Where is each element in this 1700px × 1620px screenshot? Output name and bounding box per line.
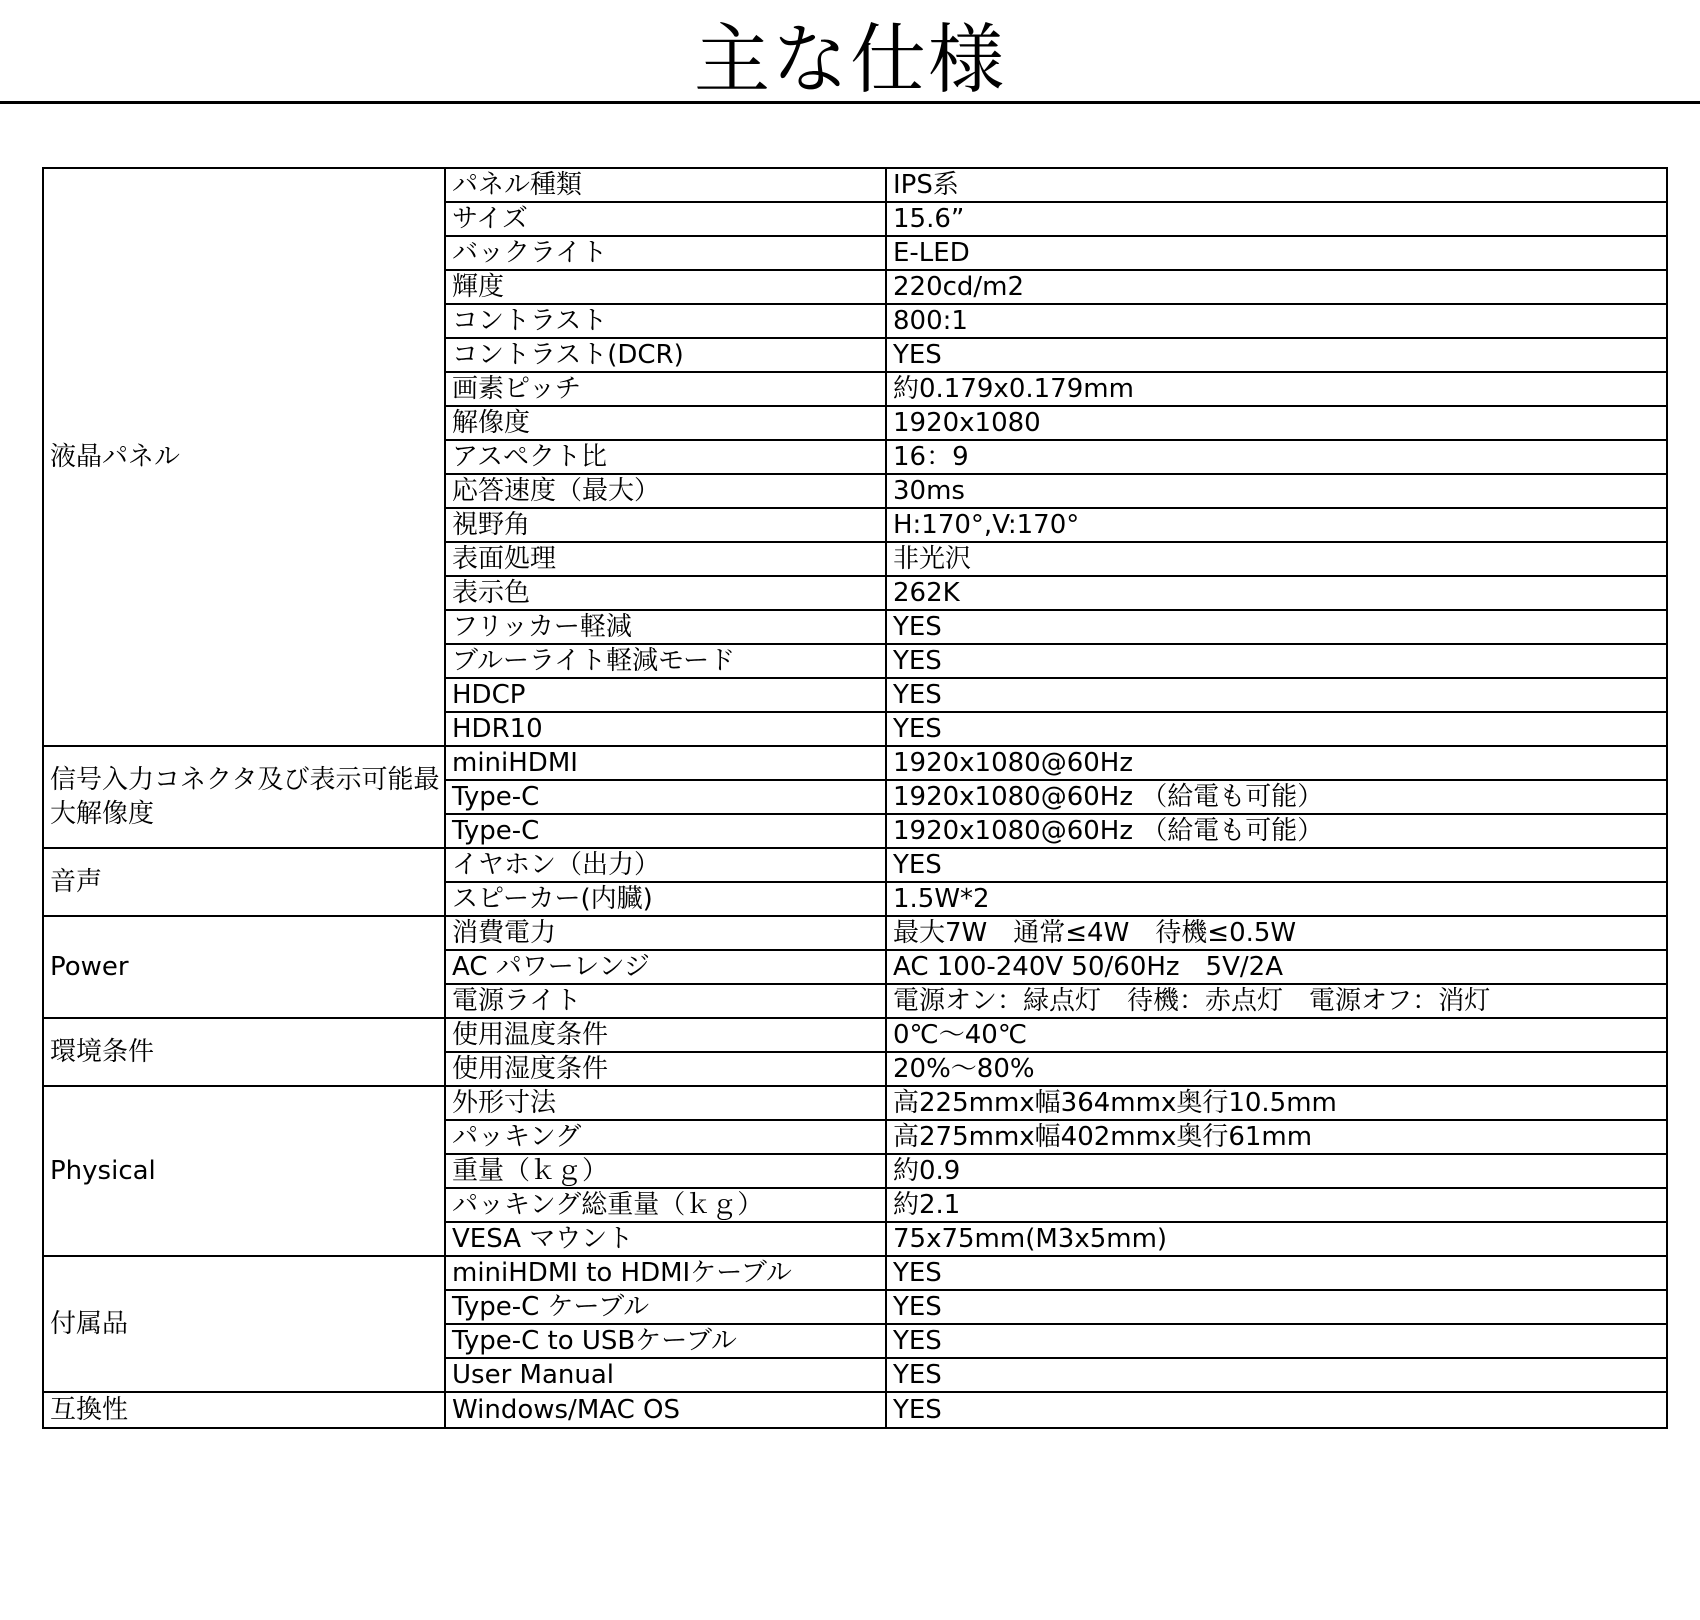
spec-label: 使用温度条件 — [445, 1018, 886, 1052]
category-cell: 互換性 — [43, 1392, 445, 1428]
spec-label: Type-C — [445, 780, 886, 814]
spec-label: パネル種類 — [445, 168, 886, 202]
spec-value: 1920x1080@60Hz （給電も可能） — [886, 780, 1667, 814]
spec-value: 1.5W*2 — [886, 882, 1667, 916]
spec-value: 1920x1080 — [886, 406, 1667, 440]
spec-value: YES — [886, 1256, 1667, 1290]
spec-label: 画素ピッチ — [445, 372, 886, 406]
spec-label: ブルーライト軽減モード — [445, 644, 886, 678]
spec-label: miniHDMI to HDMIケーブル — [445, 1256, 886, 1290]
category-cell: Physical — [43, 1086, 445, 1256]
spec-value: 電源オン：緑点灯 待機：赤点灯 電源オフ：消灯 — [886, 984, 1667, 1018]
spec-label: Type-C to USBケーブル — [445, 1324, 886, 1358]
spec-value: 高225mmx幅364mmx奥行10.5mm — [886, 1086, 1667, 1120]
spec-value: 800:1 — [886, 304, 1667, 338]
page-title: 主な仕様 — [694, 15, 1006, 104]
spec-label: コントラスト — [445, 304, 886, 338]
spec-label: 解像度 — [445, 406, 886, 440]
spec-label: 電源ライト — [445, 984, 886, 1018]
spec-label: HDCP — [445, 678, 886, 712]
spec-value: YES — [886, 1392, 1667, 1428]
spec-value: H:170°,V:170° — [886, 508, 1667, 542]
spec-value: E-LED — [886, 236, 1667, 270]
spec-label: AC パワーレンジ — [445, 950, 886, 984]
category-cell: 環境条件 — [43, 1018, 445, 1086]
title-divider — [0, 101, 1700, 104]
spec-label: 使用湿度条件 — [445, 1052, 886, 1086]
spec-label: Windows/MAC OS — [445, 1392, 886, 1428]
spec-value: 75x75mm(M3x5mm) — [886, 1222, 1667, 1256]
table-row — [43, 1018, 1667, 1052]
spec-label: サイズ — [445, 202, 886, 236]
spec-label: 輝度 — [445, 270, 886, 304]
spec-label: Type-C ケーブル — [445, 1290, 886, 1324]
spec-value: 約0.179x0.179mm — [886, 372, 1667, 406]
spec-label: User Manual — [445, 1358, 886, 1392]
spec-value: 1920x1080@60Hz — [886, 746, 1667, 780]
spec-value: YES — [886, 1290, 1667, 1324]
spec-label: バックライト — [445, 236, 886, 270]
spec-value: YES — [886, 1358, 1667, 1392]
table-row — [43, 168, 1667, 202]
table-row — [43, 1392, 1667, 1428]
spec-label: 視野角 — [445, 508, 886, 542]
spec-label: 応答速度（最大） — [445, 474, 886, 508]
table-row — [43, 848, 1667, 882]
category-cell: 音声 — [43, 848, 445, 916]
table-row — [43, 1256, 1667, 1290]
spec-value: 15.6” — [886, 202, 1667, 236]
spec-label: コントラスト(DCR) — [445, 338, 886, 372]
spec-value: 約2.1 — [886, 1188, 1667, 1222]
spec-label: パッキング — [445, 1120, 886, 1154]
spec-value: YES — [886, 610, 1667, 644]
spec-label: スピーカー(内臓) — [445, 882, 886, 916]
spec-value: 220cd/m2 — [886, 270, 1667, 304]
spec-value: 非光沢 — [886, 542, 1667, 576]
category-cell: Power — [43, 916, 445, 1018]
spec-label: 消費電力 — [445, 916, 886, 950]
spec-label: パッキング総重量（ｋｇ） — [445, 1188, 886, 1222]
spec-label: 外形寸法 — [445, 1086, 886, 1120]
spec-value: 20%～80% — [886, 1052, 1667, 1086]
spec-value: AC 100-240V 50/60Hz 5V/2A — [886, 950, 1667, 984]
spec-value: YES — [886, 712, 1667, 746]
spec-value: YES — [886, 644, 1667, 678]
spec-label: HDR10 — [445, 712, 886, 746]
spec-table-body — [43, 168, 1667, 1428]
spec-label: フリッカー軽減 — [445, 610, 886, 644]
table-row — [43, 746, 1667, 780]
spec-value: YES — [886, 1324, 1667, 1358]
spec-value: 30ms — [886, 474, 1667, 508]
spec-label: 表示色 — [445, 576, 886, 610]
spec-label: VESA マウント — [445, 1222, 886, 1256]
spec-value: 0℃～40℃ — [886, 1018, 1667, 1052]
spec-label: アスペクト比 — [445, 440, 886, 474]
category-cell: 付属品 — [43, 1256, 445, 1392]
spec-label: miniHDMI — [445, 746, 886, 780]
spec-label: 表面処理 — [445, 542, 886, 576]
spec-value: YES — [886, 678, 1667, 712]
spec-value: 最大7W 通常≤4W 待機≤0.5W — [886, 916, 1667, 950]
spec-value: IPS系 — [886, 168, 1667, 202]
spec-label: 重量（ｋｇ） — [445, 1154, 886, 1188]
spec-table — [42, 167, 1668, 1429]
category-cell: 液晶パネル — [43, 168, 445, 746]
spec-value: 1920x1080@60Hz （給電も可能） — [886, 814, 1667, 848]
table-row — [43, 916, 1667, 950]
spec-value: YES — [886, 338, 1667, 372]
spec-value: 16：9 — [886, 440, 1667, 474]
spec-label: イヤホン（出力） — [445, 848, 886, 882]
spec-label: Type-C — [445, 814, 886, 848]
spec-value: YES — [886, 848, 1667, 882]
spec-value: 262K — [886, 576, 1667, 610]
table-row — [43, 1086, 1667, 1120]
category-cell: 信号入力コネクタ及び表示可能最大解像度 — [43, 746, 445, 848]
spec-value: 高275mmx幅402mmx奥行61mm — [886, 1120, 1667, 1154]
spec-value: 約0.9 — [886, 1154, 1667, 1188]
